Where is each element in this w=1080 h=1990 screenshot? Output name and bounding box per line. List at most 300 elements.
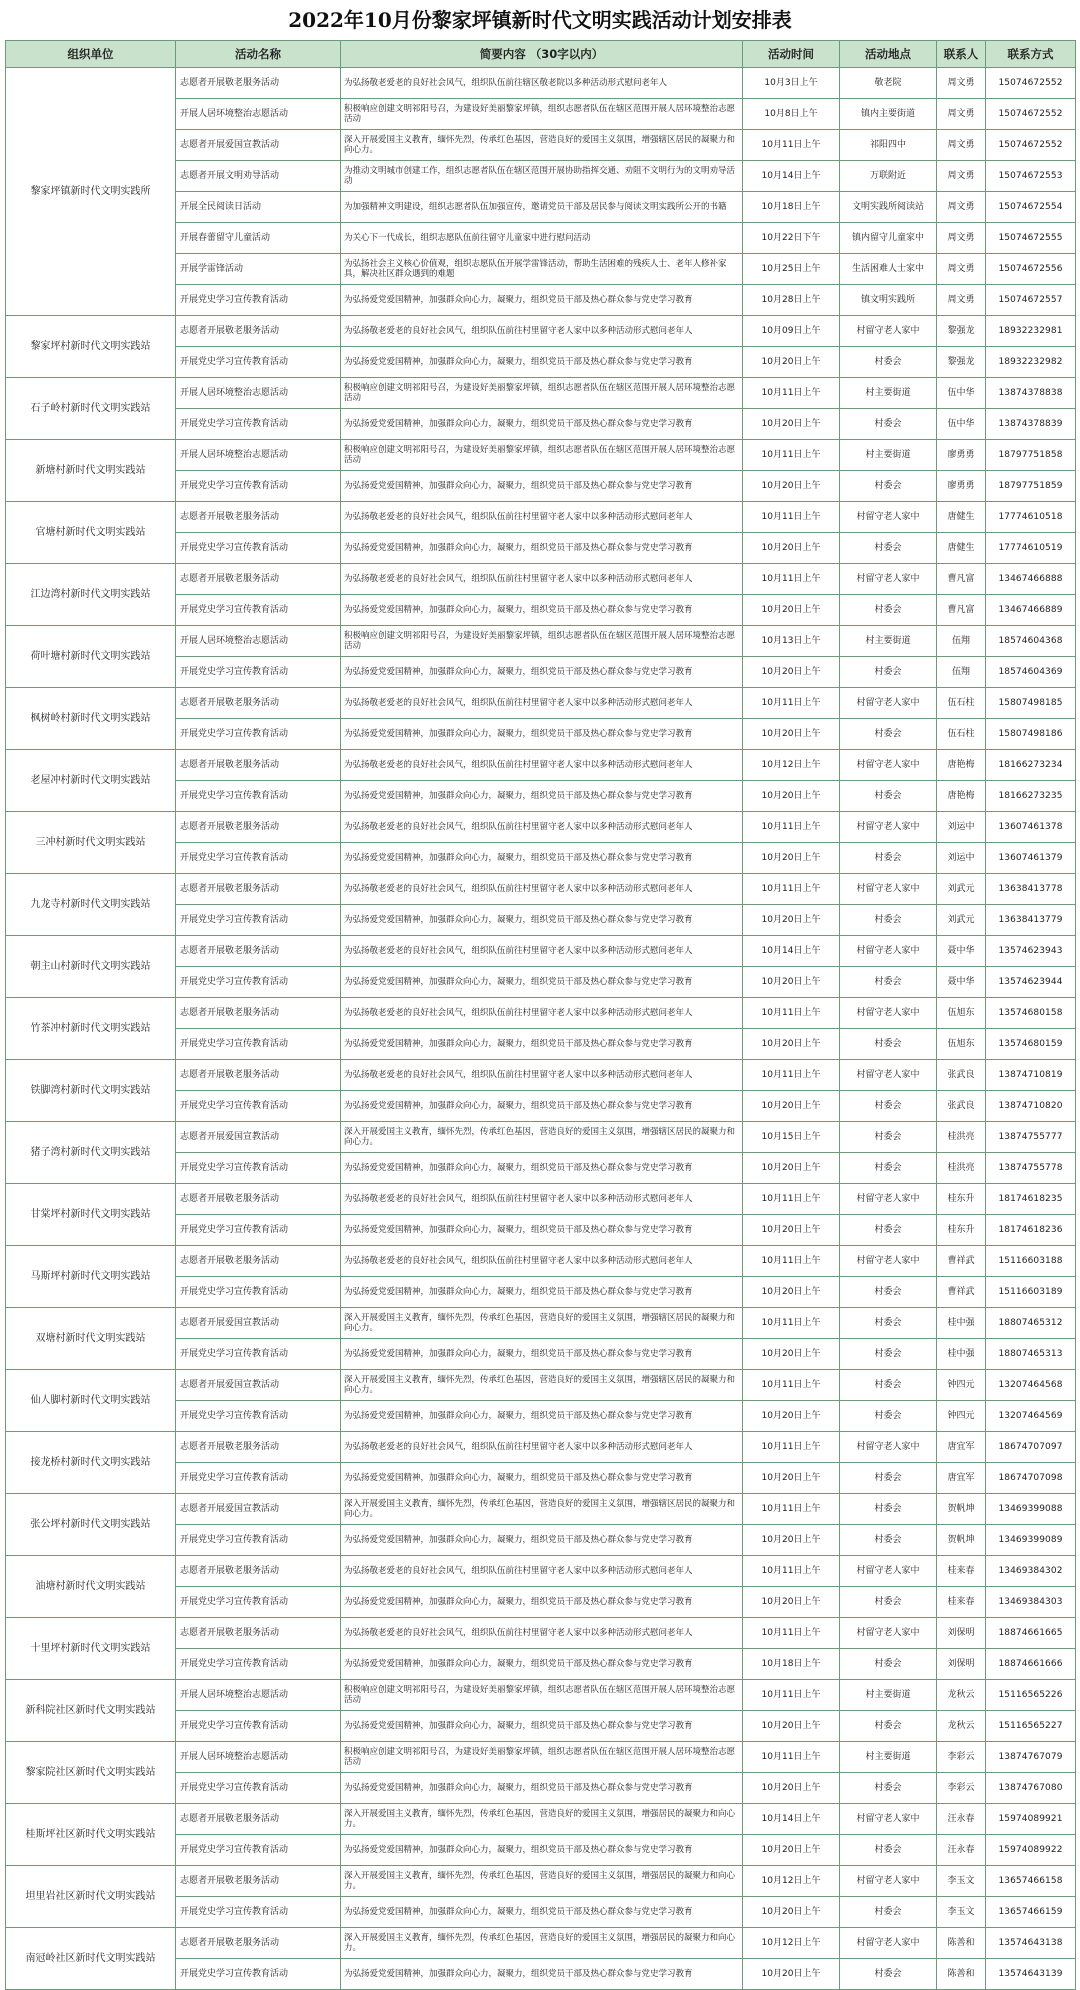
time-cell: 10月20日上午 [743, 1525, 840, 1556]
page-title: 2022年10月份黎家坪镇新时代文明实践活动计划安排表 [288, 8, 792, 32]
place-cell: 村留守老人家中 [840, 1246, 937, 1277]
description-cell: 为弘扬敬老爱老的良好社会风气，组织队伍前往村里留守老人家中以多种活动形式慰问老年人 [341, 1432, 743, 1463]
time-cell: 10月18日上午 [743, 192, 840, 223]
org-unit-cell: 接龙桥村新时代文明实践站 [6, 1432, 176, 1494]
time-cell: 10月20日上午 [743, 347, 840, 378]
time-cell: 10月20日上午 [743, 905, 840, 936]
contact-cell: 聂中华 [937, 936, 986, 967]
org-unit-cell: 仙人脚村新时代文明实践站 [6, 1370, 176, 1432]
description-cell: 为弘扬爱党爱国精神，加强群众向心力，凝聚力，组织党员干部及热心群众参与党史学习教育 [341, 657, 743, 688]
activity-name-cell: 志愿者开展敬老服务活动 [176, 1928, 341, 1959]
contact-cell: 刘武元 [937, 874, 986, 905]
place-cell: 村留守老人家中 [840, 1866, 937, 1897]
place-cell: 村委会 [840, 1835, 937, 1866]
time-cell: 10月20日上午 [743, 1277, 840, 1308]
phone-cell: 13874710819 [986, 1060, 1076, 1091]
place-cell: 村留守老人家中 [840, 1556, 937, 1587]
phone-cell: 15116603189 [986, 1277, 1076, 1308]
time-cell: 10月14日上午 [743, 1804, 840, 1835]
description-cell: 为弘扬爱党爱国精神，加强群众向心力，凝聚力，组织党员干部及热心群众参与党史学习教育 [341, 595, 743, 626]
place-cell: 村委会 [840, 1308, 937, 1339]
place-cell: 村委会 [840, 905, 937, 936]
description-cell: 为弘扬爱党爱国精神，加强群众向心力，凝聚力，组织党员干部及热心群众参与党史学习教育 [341, 967, 743, 998]
time-cell: 10月20日上午 [743, 1959, 840, 1990]
table-row [6, 1742, 1076, 1773]
contact-cell: 张武良 [937, 1060, 986, 1091]
time-cell: 10月11日上午 [743, 564, 840, 595]
activity-name-cell: 开展党史学习宣传教育活动 [176, 1153, 341, 1184]
place-cell: 村委会 [840, 1897, 937, 1928]
description-cell: 为弘扬敬老爱老的良好社会风气，组织队伍前往村里留守老人家中以多种活动形式慰问老年人 [341, 316, 743, 347]
phone-cell: 17774610519 [986, 533, 1076, 564]
org-unit-cell: 十里坪村新时代文明实践站 [6, 1618, 176, 1680]
activity-name-cell: 志愿者开展爱国宣教活动 [176, 130, 341, 161]
description-cell: 为弘扬爱党爱国精神，加强群众向心力，凝聚力，组织党员干部及热心群众参与党史学习教育 [341, 781, 743, 812]
contact-cell: 周文勇 [937, 254, 986, 285]
time-cell: 10月13日上午 [743, 626, 840, 657]
phone-cell: 18174618236 [986, 1215, 1076, 1246]
time-cell: 10月11日上午 [743, 130, 840, 161]
org-unit-cell: 官塘村新时代文明实践站 [6, 502, 176, 564]
table-row [6, 1618, 1076, 1649]
place-cell: 村留守老人家中 [840, 688, 937, 719]
activity-name-cell: 志愿者开展敬老服务活动 [176, 874, 341, 905]
description-cell: 为弘扬爱党爱国精神，加强群众向心力，凝聚力，组织党员干部及热心群众参与党史学习教育 [341, 1773, 743, 1804]
contact-cell: 刘保明 [937, 1649, 986, 1680]
activity-name-cell: 开展人居环境整治志愿活动 [176, 626, 341, 657]
activity-name-cell: 志愿者开展爱国宣教活动 [176, 1370, 341, 1401]
activity-name-cell: 志愿者开展敬老服务活动 [176, 1866, 341, 1897]
place-cell: 祁阳四中 [840, 130, 937, 161]
phone-cell: 15074672556 [986, 254, 1076, 285]
description-cell: 为弘扬爱党爱国精神，加强群众向心力，凝聚力，组织党员干部及热心群众参与党史学习教育 [341, 905, 743, 936]
phone-cell: 15807498186 [986, 719, 1076, 750]
description-cell: 为弘扬爱党爱国精神，加强群众向心力，凝聚力，组织党员干部及热心群众参与党史学习教育 [341, 1029, 743, 1060]
contact-cell: 钟四元 [937, 1370, 986, 1401]
table-row [6, 1370, 1076, 1401]
org-unit-cell: 黎家院社区新时代文明实践站 [6, 1742, 176, 1804]
org-unit-cell: 九龙寺村新时代文明实践站 [6, 874, 176, 936]
phone-cell: 18797751858 [986, 440, 1076, 471]
contact-cell: 周文勇 [937, 130, 986, 161]
activity-name-cell: 开展党史学习宣传教育活动 [176, 1711, 341, 1742]
place-cell: 村主要街道 [840, 1680, 937, 1711]
description-cell: 深入开展爱国主义教育，缅怀先烈，传承红色基因，营造良好的爱国主义氛围，增强居民的凝聚力和向心力。 [341, 1928, 743, 1959]
phone-cell: 18807465312 [986, 1308, 1076, 1339]
phone-cell: 15116565227 [986, 1711, 1076, 1742]
place-cell: 村留守老人家中 [840, 1928, 937, 1959]
contact-cell: 唐宜军 [937, 1432, 986, 1463]
phone-cell: 13467466889 [986, 595, 1076, 626]
time-cell: 10月09日上午 [743, 316, 840, 347]
phone-cell: 15116565226 [986, 1680, 1076, 1711]
description-cell: 为弘扬爱党爱国精神，加强群众向心力，凝聚力，组织党员干部及热心群众参与党史学习教育 [341, 409, 743, 440]
contact-cell: 唐健生 [937, 533, 986, 564]
phone-cell: 15116603188 [986, 1246, 1076, 1277]
org-unit-cell: 竹茶冲村新时代文明实践站 [6, 998, 176, 1060]
phone-cell: 13607461378 [986, 812, 1076, 843]
place-cell: 村留守老人家中 [840, 1060, 937, 1091]
description-cell: 为弘扬敬老爱老的良好社会风气，组织队伍前往村里留守老人家中以多种活动形式慰问老年人 [341, 1618, 743, 1649]
description-cell: 深入开展爱国主义教育，缅怀先烈，传承红色基因，营造良好的爱国主义氛围，增强辖区居民的凝聚力和向心力。 [341, 1122, 743, 1153]
description-cell: 为弘扬爱党爱国精神，加强群众向心力，凝聚力，组织党员干部及热心群众参与党史学习教育 [341, 533, 743, 564]
phone-cell: 15074672552 [986, 68, 1076, 99]
contact-cell: 刘运中 [937, 812, 986, 843]
contact-cell: 周文勇 [937, 192, 986, 223]
description-cell: 为弘扬爱党爱国精神，加强群众向心力，凝聚力，组织党员干部及热心群众参与党史学习教育 [341, 719, 743, 750]
time-cell: 10月11日上午 [743, 1432, 840, 1463]
table-row [6, 1494, 1076, 1525]
time-cell: 10月12日上午 [743, 1866, 840, 1897]
description-cell: 为弘扬爱党爱国精神，加强群众向心力，凝聚力，组织党员干部及热心群众参与党史学习教育 [341, 347, 743, 378]
description-cell: 深入开展爱国主义教育，缅怀先烈，传承红色基因，营造良好的爱国主义氛围，增强辖区居民的凝聚力和向心力。 [341, 130, 743, 161]
time-cell: 10月14日上午 [743, 936, 840, 967]
phone-cell: 18674707097 [986, 1432, 1076, 1463]
contact-cell: 陈善和 [937, 1928, 986, 1959]
description-cell: 为弘扬敬老爱老的良好社会风气，组织队伍前往村里留守老人家中以多种活动形式慰问老年人 [341, 812, 743, 843]
description-cell: 为弘扬敬老爱老的良好社会风气，组织队伍前往村里留守老人家中以多种活动形式慰问老年人 [341, 688, 743, 719]
column-header-activity-name: 活动名称 [176, 41, 341, 68]
description-cell: 为弘扬敬老爱老的良好社会风气，组织队伍前往村里留守老人家中以多种活动形式慰问老年人 [341, 1184, 743, 1215]
description-cell: 为弘扬爱党爱国精神，加强群众向心力，凝聚力，组织党员干部及热心群众参与党史学习教育 [341, 1215, 743, 1246]
phone-cell: 13657466159 [986, 1897, 1076, 1928]
description-cell: 为弘扬爱党爱国精神，加强群众向心力，凝聚力，组织党员干部及热心群众参与党史学习教育 [341, 1339, 743, 1370]
org-unit-cell: 黎家坪村新时代文明实践站 [6, 316, 176, 378]
time-cell: 10月20日上午 [743, 1215, 840, 1246]
activity-name-cell: 志愿者开展爱国宣教活动 [176, 1308, 341, 1339]
time-cell: 10月11日上午 [743, 1184, 840, 1215]
phone-cell: 13207464569 [986, 1401, 1076, 1432]
contact-cell: 陈善和 [937, 1959, 986, 1990]
description-cell: 为弘扬爱党爱国精神，加强群众向心力，凝聚力，组织党员干部及热心群众参与党史学习教育 [341, 1959, 743, 1990]
phone-cell: 13874755777 [986, 1122, 1076, 1153]
org-unit-cell: 黎家坪镇新时代文明实践所 [6, 68, 176, 316]
activity-name-cell: 志愿者开展敬老服务活动 [176, 812, 341, 843]
contact-cell: 周文勇 [937, 99, 986, 130]
phone-cell: 18874661665 [986, 1618, 1076, 1649]
activity-name-cell: 开展党史学习宣传教育活动 [176, 657, 341, 688]
table-header-row [6, 41, 1076, 68]
activity-name-cell: 开展人居环境整治志愿活动 [176, 440, 341, 471]
place-cell: 村委会 [840, 1773, 937, 1804]
time-cell: 10月11日上午 [743, 502, 840, 533]
time-cell: 10月15日上午 [743, 1122, 840, 1153]
phone-cell: 13638413778 [986, 874, 1076, 905]
activity-name-cell: 志愿者开展爱国宣教活动 [176, 1494, 341, 1525]
activity-name-cell: 志愿者开展文明劝导活动 [176, 161, 341, 192]
column-header-time: 活动时间 [743, 41, 840, 68]
activity-name-cell: 开展党史学习宣传教育活动 [176, 471, 341, 502]
place-cell: 村委会 [840, 1959, 937, 1990]
activity-name-cell: 开展党史学习宣传教育活动 [176, 347, 341, 378]
contact-cell: 周文勇 [937, 68, 986, 99]
activity-name-cell: 开展党史学习宣传教育活动 [176, 1773, 341, 1804]
place-cell: 村委会 [840, 409, 937, 440]
activity-name-cell: 开展党史学习宣传教育活动 [176, 1959, 341, 1990]
table-row [6, 1122, 1076, 1153]
description-cell: 深入开展爱国主义教育，缅怀先烈，传承红色基因，营造良好的爱国主义氛围，增强辖区居民的凝聚力和向心力。 [341, 1494, 743, 1525]
phone-cell: 18166273234 [986, 750, 1076, 781]
activity-name-cell: 志愿者开展敬老服务活动 [176, 1556, 341, 1587]
phone-cell: 13574643138 [986, 1928, 1076, 1959]
org-unit-cell: 新塘村新时代文明实践站 [6, 440, 176, 502]
org-unit-cell: 南冠岭社区新时代文明实践站 [6, 1928, 176, 1990]
activity-name-cell: 志愿者开展敬老服务活动 [176, 1060, 341, 1091]
description-cell: 积极响应创建文明祁阳号召，为建设好美丽黎家坪镇，组织志愿者队伍在辖区范围开展人居环境整治志愿活动 [341, 1742, 743, 1773]
contact-cell: 桂来春 [937, 1556, 986, 1587]
activity-name-cell: 开展党史学习宣传教育活动 [176, 1897, 341, 1928]
table-row [6, 1866, 1076, 1897]
time-cell: 10月22日下午 [743, 223, 840, 254]
description-cell: 为弘扬敬老爱老的良好社会风气，组织队伍前往村里留守老人家中以多种活动形式慰问老年人 [341, 936, 743, 967]
time-cell: 10月20日上午 [743, 1339, 840, 1370]
contact-cell: 伍石柱 [937, 719, 986, 750]
activity-name-cell: 志愿者开展敬老服务活动 [176, 1184, 341, 1215]
contact-cell: 唐艳梅 [937, 750, 986, 781]
time-cell: 10月11日上午 [743, 874, 840, 905]
phone-cell: 13469384302 [986, 1556, 1076, 1587]
contact-cell: 曹凡富 [937, 564, 986, 595]
phone-cell: 13607461379 [986, 843, 1076, 874]
time-cell: 10月11日上午 [743, 998, 840, 1029]
table-row [6, 1928, 1076, 1959]
activity-name-cell: 志愿者开展敬老服务活动 [176, 688, 341, 719]
contact-cell: 曹凡富 [937, 595, 986, 626]
phone-cell: 13638413779 [986, 905, 1076, 936]
place-cell: 村主要街道 [840, 1742, 937, 1773]
contact-cell: 汪永春 [937, 1804, 986, 1835]
place-cell: 村委会 [840, 1587, 937, 1618]
description-cell: 为弘扬爱党爱国精神，加强群众向心力，凝聚力，组织党员干部及热心群众参与党史学习教育 [341, 1463, 743, 1494]
place-cell: 村委会 [840, 1215, 937, 1246]
activity-name-cell: 开展党史学习宣传教育活动 [176, 285, 341, 316]
org-unit-cell: 甘棠坪村新时代文明实践站 [6, 1184, 176, 1246]
description-cell: 为弘扬爱党爱国精神，加强群众向心力，凝聚力，组织党员干部及热心群众参与党史学习教育 [341, 1835, 743, 1866]
description-cell: 积极响应创建文明祁阳号召，为建设好美丽黎家坪镇，组织志愿者队伍在辖区范围开展人居环境整治志愿活动 [341, 99, 743, 130]
description-cell: 为弘扬敬老爱老的良好社会风气，组织队伍前往村里留守老人家中以多种活动形式慰问老年人 [341, 998, 743, 1029]
table-row [6, 998, 1076, 1029]
activity-name-cell: 志愿者开展敬老服务活动 [176, 998, 341, 1029]
activity-name-cell: 开展党史学习宣传教育活动 [176, 1649, 341, 1680]
activity-name-cell: 志愿者开展敬老服务活动 [176, 750, 341, 781]
contact-cell: 桂东升 [937, 1215, 986, 1246]
phone-cell: 18807465313 [986, 1339, 1076, 1370]
org-unit-cell: 油塘村新时代文明实践站 [6, 1556, 176, 1618]
activity-name-cell: 开展党史学习宣传教育活动 [176, 1029, 341, 1060]
table-row [6, 1680, 1076, 1711]
activity-name-cell: 开展党史学习宣传教育活动 [176, 843, 341, 874]
time-cell: 10月11日上午 [743, 440, 840, 471]
description-cell: 为弘扬敬老爱老的良好社会风气，组织队伍前往村里留守老人家中以多种活动形式慰问老年人 [341, 1556, 743, 1587]
activity-name-cell: 开展全民阅读日活动 [176, 192, 341, 223]
place-cell: 村委会 [840, 347, 937, 378]
table-row [6, 936, 1076, 967]
contact-cell: 桂中强 [937, 1308, 986, 1339]
time-cell: 10月25日上午 [743, 254, 840, 285]
contact-cell: 伍翔 [937, 657, 986, 688]
activity-name-cell: 志愿者开展敬老服务活动 [176, 564, 341, 595]
org-unit-cell: 老屋冲村新时代文明实践站 [6, 750, 176, 812]
description-cell: 为弘扬爱党爱国精神，加强群众向心力，凝聚力，组织党员干部及热心群众参与党史学习教育 [341, 1649, 743, 1680]
activity-name-cell: 开展党史学习宣传教育活动 [176, 1091, 341, 1122]
activity-name-cell: 志愿者开展敬老服务活动 [176, 316, 341, 347]
activity-name-cell: 志愿者开展敬老服务活动 [176, 1246, 341, 1277]
contact-cell: 周文勇 [937, 161, 986, 192]
contact-cell: 唐艳梅 [937, 781, 986, 812]
contact-cell: 伍翔 [937, 626, 986, 657]
description-cell: 为弘扬爱党爱国精神，加强群众向心力，凝聚力，组织党员干部及热心群众参与党史学习教育 [341, 1153, 743, 1184]
activity-name-cell: 开展人居环境整治志愿活动 [176, 378, 341, 409]
place-cell: 村留守老人家中 [840, 1184, 937, 1215]
contact-cell: 桂来春 [937, 1587, 986, 1618]
place-cell: 村留守老人家中 [840, 936, 937, 967]
activity-name-cell: 开展党史学习宣传教育活动 [176, 1277, 341, 1308]
description-cell: 深入开展爱国主义教育，缅怀先烈，传承红色基因，营造良好的爱国主义氛围，增强辖区居民的凝聚力和向心力。 [341, 1370, 743, 1401]
contact-cell: 钟四元 [937, 1401, 986, 1432]
phone-cell: 13874378838 [986, 378, 1076, 409]
description-cell: 为弘扬爱党爱国精神，加强群众向心力，凝聚力，组织党员干部及热心群众参与党史学习教育 [341, 1091, 743, 1122]
phone-cell: 13874710820 [986, 1091, 1076, 1122]
org-unit-cell: 石子岭村新时代文明实践站 [6, 378, 176, 440]
activity-name-cell: 开展春蕾留守儿童活动 [176, 223, 341, 254]
time-cell: 10月20日上午 [743, 967, 840, 998]
table-row [6, 378, 1076, 409]
place-cell: 文明实践所阅读站 [840, 192, 937, 223]
phone-cell: 13874378839 [986, 409, 1076, 440]
description-cell: 为弘扬社会主义核心价值观，组织志愿队伍开展学雷锋活动，帮助生活困难的残疾人士、老年人修补家具，解决社区群众遇到的难题 [341, 254, 743, 285]
contact-cell: 廖勇勇 [937, 440, 986, 471]
contact-cell: 贺帆坤 [937, 1494, 986, 1525]
place-cell: 村委会 [840, 1153, 937, 1184]
contact-cell: 伍旭东 [937, 1029, 986, 1060]
table-row [6, 812, 1076, 843]
time-cell: 10月20日上午 [743, 657, 840, 688]
phone-cell: 18166273235 [986, 781, 1076, 812]
time-cell: 10月11日上午 [743, 1680, 840, 1711]
time-cell: 10月20日上午 [743, 1401, 840, 1432]
contact-cell: 廖勇勇 [937, 471, 986, 502]
table-row [6, 440, 1076, 471]
place-cell: 村委会 [840, 843, 937, 874]
place-cell: 村委会 [840, 1401, 937, 1432]
activity-name-cell: 开展党史学习宣传教育活动 [176, 1339, 341, 1370]
time-cell: 10月12日上午 [743, 750, 840, 781]
org-unit-cell: 朝主山村新时代文明实践站 [6, 936, 176, 998]
description-cell: 为弘扬爱党爱国精神，加强群众向心力，凝聚力，组织党员干部及热心群众参与党史学习教育 [341, 1897, 743, 1928]
org-unit-cell: 新科院社区新时代文明实践站 [6, 1680, 176, 1742]
description-cell: 为弘扬爱党爱国精神，加强群众向心力，凝聚力，组织党员干部及热心群众参与党史学习教育 [341, 1587, 743, 1618]
description-cell: 为关心下一代成长，组织志愿队伍前往留守儿童家中进行慰问活动 [341, 223, 743, 254]
phone-cell: 18932232982 [986, 347, 1076, 378]
activity-name-cell: 开展党史学习宣传教育活动 [176, 1835, 341, 1866]
description-cell: 深入开展爱国主义教育，缅怀先烈，传承红色基因，营造良好的爱国主义氛围，增强居民的凝聚力和向心力。 [341, 1804, 743, 1835]
description-cell: 为弘扬爱党爱国精神，加强群众向心力，凝聚力，组织党员干部及热心群众参与党史学习教育 [341, 1711, 743, 1742]
org-unit-cell: 荷叶塘村新时代文明实践站 [6, 626, 176, 688]
contact-cell: 曹祥武 [937, 1277, 986, 1308]
activity-name-cell: 志愿者开展敬老服务活动 [176, 936, 341, 967]
contact-cell: 唐健生 [937, 502, 986, 533]
place-cell: 村留守老人家中 [840, 874, 937, 905]
contact-cell: 刘保明 [937, 1618, 986, 1649]
activity-name-cell: 开展党史学习宣传教育活动 [176, 533, 341, 564]
activity-name-cell: 开展人居环境整治志愿活动 [176, 99, 341, 130]
activity-schedule-table [5, 40, 1076, 1990]
activity-name-cell: 开展党史学习宣传教育活动 [176, 781, 341, 812]
contact-cell: 周文勇 [937, 285, 986, 316]
time-cell: 10月28日上午 [743, 285, 840, 316]
contact-cell: 桂洪亮 [937, 1153, 986, 1184]
activity-name-cell: 志愿者开展敬老服务活动 [176, 502, 341, 533]
phone-cell: 18574604368 [986, 626, 1076, 657]
table-row [6, 502, 1076, 533]
place-cell: 村留守老人家中 [840, 750, 937, 781]
contact-cell: 周文勇 [937, 223, 986, 254]
description-cell: 为弘扬敬老爱老的良好社会风气，组织队伍前往村里留守老人家中以多种活动形式慰问老年人 [341, 874, 743, 905]
phone-cell: 18874661666 [986, 1649, 1076, 1680]
phone-cell: 18674707098 [986, 1463, 1076, 1494]
time-cell: 10月11日上午 [743, 1308, 840, 1339]
place-cell: 村委会 [840, 1339, 937, 1370]
contact-cell: 伍中华 [937, 409, 986, 440]
place-cell: 万联附近 [840, 161, 937, 192]
description-cell: 积极响应创建文明祁阳号召，为建设好美丽黎家坪镇，组织志愿者队伍在辖区范围开展人居环境整治志愿活动 [341, 440, 743, 471]
place-cell: 村委会 [840, 1277, 937, 1308]
table-row [6, 626, 1076, 657]
activity-name-cell: 志愿者开展敬老服务活动 [176, 1804, 341, 1835]
phone-cell: 15074672553 [986, 161, 1076, 192]
activity-name-cell: 开展党史学习宣传教育活动 [176, 905, 341, 936]
contact-cell: 桂中强 [937, 1339, 986, 1370]
activity-name-cell: 开展党史学习宣传教育活动 [176, 1525, 341, 1556]
time-cell: 10月11日上午 [743, 812, 840, 843]
time-cell: 10月20日上午 [743, 719, 840, 750]
time-cell: 10月14日上午 [743, 161, 840, 192]
table-row [6, 68, 1076, 99]
place-cell: 村委会 [840, 1029, 937, 1060]
description-cell: 积极响应创建文明祁阳号召，为建设好美丽黎家坪镇，组织志愿者队伍在辖区范围开展人居环境整治志愿活动 [341, 378, 743, 409]
org-unit-cell: 枫树岭村新时代文明实践站 [6, 688, 176, 750]
table-row [6, 874, 1076, 905]
contact-cell: 聂中华 [937, 967, 986, 998]
description-cell: 为弘扬敬老爱老的良好社会风气，组织队伍前往村里留守老人家中以多种活动形式慰问老年人 [341, 1060, 743, 1091]
phone-cell: 13469384303 [986, 1587, 1076, 1618]
phone-cell: 13874767079 [986, 1742, 1076, 1773]
contact-cell: 龙秋云 [937, 1711, 986, 1742]
phone-cell: 13574623943 [986, 936, 1076, 967]
place-cell: 村委会 [840, 471, 937, 502]
phone-cell: 15074672554 [986, 192, 1076, 223]
phone-cell: 18574604369 [986, 657, 1076, 688]
table-row [6, 1184, 1076, 1215]
phone-cell: 18174618235 [986, 1184, 1076, 1215]
place-cell: 村委会 [840, 595, 937, 626]
place-cell: 生活困难人士家中 [840, 254, 937, 285]
contact-cell: 汪永春 [937, 1835, 986, 1866]
place-cell: 村留守老人家中 [840, 1618, 937, 1649]
place-cell: 村留守老人家中 [840, 1432, 937, 1463]
time-cell: 10月20日上午 [743, 471, 840, 502]
phone-cell: 15074672552 [986, 99, 1076, 130]
time-cell: 10月20日上午 [743, 1773, 840, 1804]
contact-cell: 伍石柱 [937, 688, 986, 719]
phone-cell: 13657466158 [986, 1866, 1076, 1897]
activity-name-cell: 开展党史学习宣传教育活动 [176, 1401, 341, 1432]
time-cell: 10月20日上午 [743, 843, 840, 874]
column-header-contact: 联系人 [937, 41, 986, 68]
place-cell: 村委会 [840, 1122, 937, 1153]
place-cell: 村委会 [840, 1091, 937, 1122]
contact-cell: 黎强龙 [937, 347, 986, 378]
